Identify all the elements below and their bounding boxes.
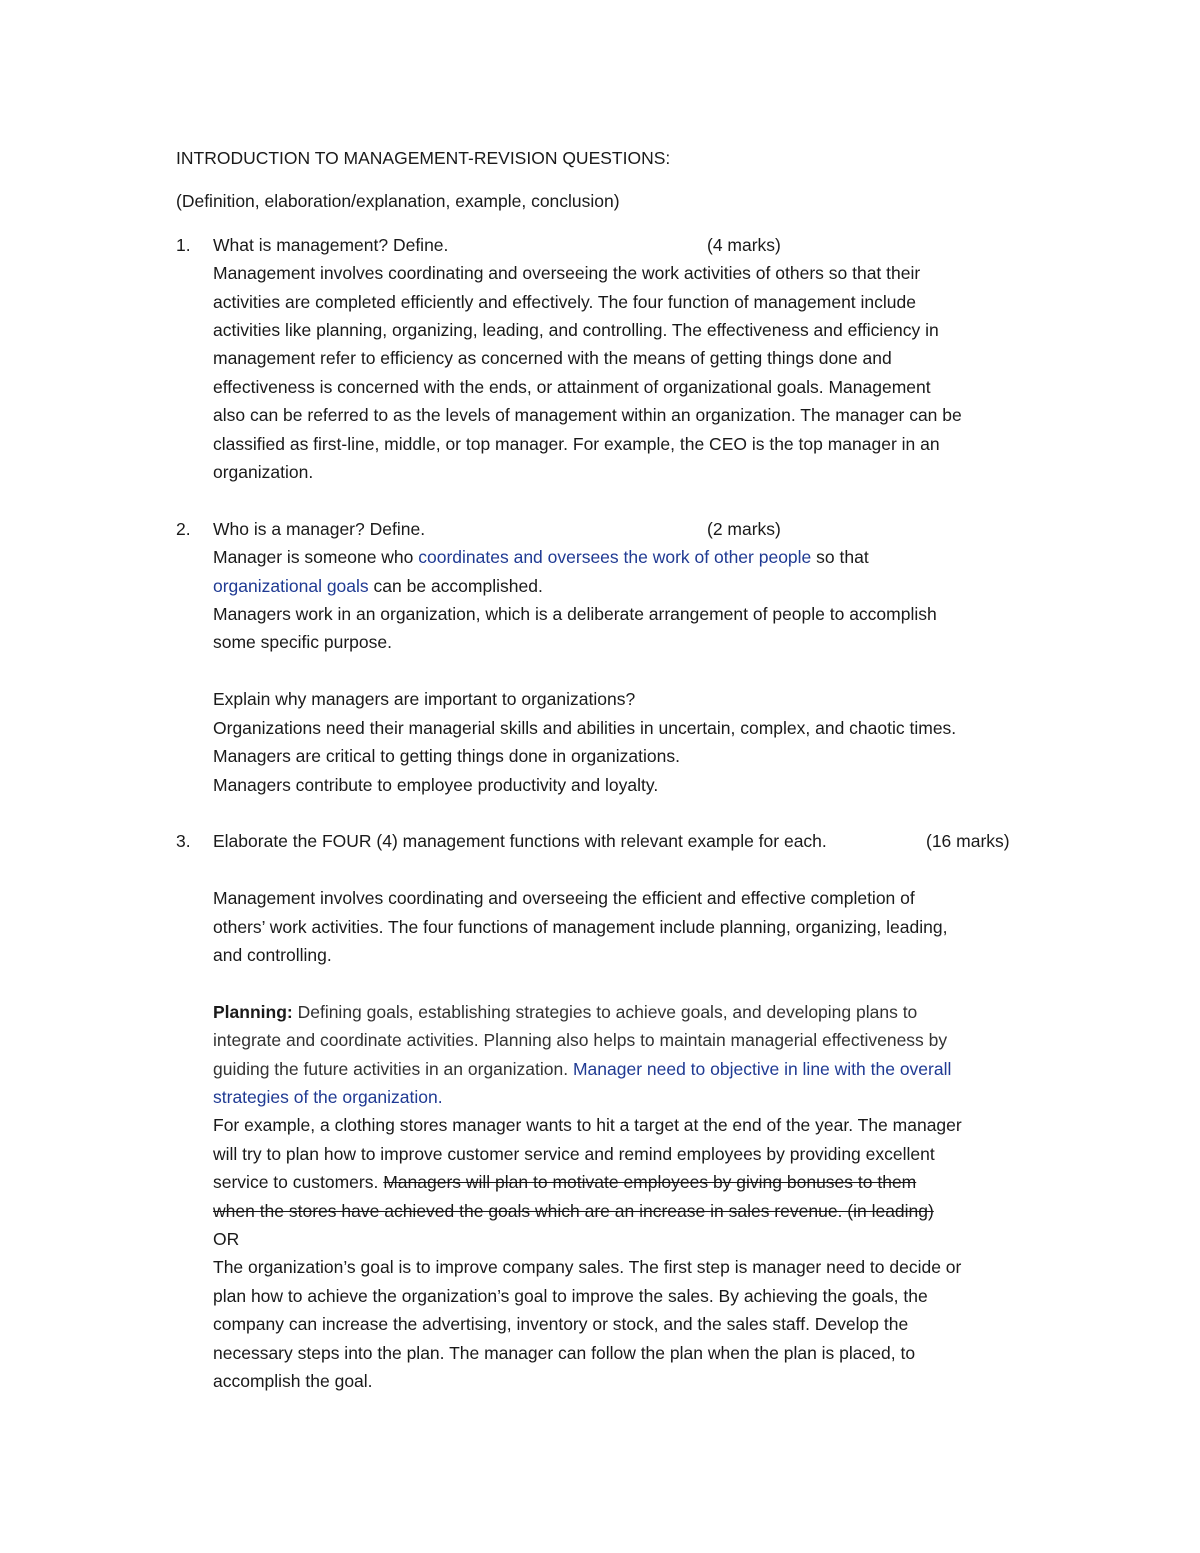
answer-line: others’ work activities. The four functions of management include planning, organizing, leading, xyxy=(213,916,948,937)
answer-line: Management involves coordinating and overseeing the work activities of others so that their xyxy=(213,263,921,284)
marks-label: (16 marks) xyxy=(926,831,1010,852)
answer-line: organization. xyxy=(213,462,314,483)
answer-line: management refer to efficiency as concerned with the means of getting things done and xyxy=(213,348,892,369)
question-number: 1. xyxy=(176,234,191,255)
document-title: INTRODUCTION TO MANAGEMENT-REVISION QUESTIONS: xyxy=(176,148,671,168)
question-1 xyxy=(176,231,1076,487)
answer-line: accomplish the goal. xyxy=(213,1370,373,1391)
marks-label: (4 marks) xyxy=(707,234,781,255)
answer-line: classified as first-line, middle, or top manager. For example, the CEO is the top manager in an xyxy=(213,433,940,454)
question-heading xyxy=(213,515,1076,543)
planning-label: Planning: xyxy=(213,1001,293,1022)
spacer xyxy=(176,799,1076,827)
answer-line xyxy=(213,1168,1076,1196)
question-heading xyxy=(213,231,1076,259)
answer-line: Organizations need their managerial skills and abilities in uncertain, complex, and chaotic times. xyxy=(213,717,957,738)
question-text: Elaborate the FOUR (4) management functions with relevant example for each. xyxy=(213,831,827,852)
answer-line: and controlling. xyxy=(213,944,332,965)
answer-line: will try to plan how to improve customer service and remind employees by providing excellent xyxy=(213,1143,935,1164)
answer-line: plan how to achieve the organization’s goal to improve the sales. By achieving the goals, the xyxy=(213,1285,928,1306)
answer-line: some specific purpose. xyxy=(213,632,392,653)
highlighted-text: coordinates and oversees the work of other people xyxy=(418,547,812,568)
answer-line xyxy=(213,543,1076,571)
answer-line: Managers are critical to getting things done in organizations. xyxy=(213,746,680,767)
answer-text: can be accomplished. xyxy=(368,575,543,596)
struck-text: Managers will plan to motivate employees by giving bonuses to them xyxy=(383,1172,917,1193)
answer-line: also can be referred to as the levels of management within an organization. The manager can be xyxy=(213,405,962,426)
answer-line: For example, a clothing stores manager wants to hit a target at the end of the year. The manager xyxy=(213,1115,962,1136)
highlighted-text: organizational goals xyxy=(213,575,369,596)
answer-line: company can increase the advertising, inventory or stock, and the sales staff. Develop the xyxy=(213,1314,909,1335)
answer-line: activities like planning, organizing, leading, and controlling. The effectiveness and efficiency in xyxy=(213,320,939,341)
answer-line: Managers work in an organization, which is a deliberate arrangement of people to accomplish xyxy=(213,604,937,625)
struck-text: when the stores have achieved the goals which are an increase in sales revenue. (in leading) xyxy=(213,1200,934,1221)
answer-line xyxy=(213,1055,1076,1083)
answer-line: strategies of the organization. xyxy=(213,1086,443,1107)
answer-text: service to customers. xyxy=(213,1172,384,1193)
question-3 xyxy=(176,827,1076,1395)
spacer xyxy=(213,856,1076,884)
highlighted-text: Manager need to objective in line with the overall xyxy=(572,1058,952,1079)
answer-text: Defining goals, establishing strategies to achieve goals, and developing plans to xyxy=(292,1001,918,1022)
answer-line: The organization’s goal is to improve company sales. The first step is manager need to decide or xyxy=(213,1257,962,1278)
answer-line: effectiveness is concerned with the ends, or attainment of organizational goals. Management xyxy=(213,376,931,397)
question-number: 3. xyxy=(176,831,191,852)
question-number: 2. xyxy=(176,518,191,539)
answer-text: guiding the future activities in an organization. xyxy=(213,1058,573,1079)
document-body xyxy=(176,144,1076,1395)
question-text: Who is a manager? Define. xyxy=(213,518,426,539)
marks-label: (2 marks) xyxy=(707,518,781,539)
or-label: OR xyxy=(213,1228,240,1249)
document-subtitle: (Definition, elaboration/explanation, example, conclusion) xyxy=(176,191,620,212)
answer-text: Manager is someone who xyxy=(213,547,419,568)
answer-line: Management involves coordinating and overseeing the efficient and effective completion of xyxy=(213,888,915,909)
answer-line xyxy=(213,572,1076,600)
answer-line: necessary steps into the plan. The manager can follow the plan when the plan is placed, to xyxy=(213,1342,916,1363)
answer-line: activities are completed efficiently and effectively. The four function of management include xyxy=(213,291,916,312)
question-text: What is management? Define. xyxy=(213,234,449,255)
question-2 xyxy=(176,515,1076,799)
spacer xyxy=(176,486,1076,514)
sub-question: Explain why managers are important to organizations? xyxy=(213,689,636,710)
spacer xyxy=(213,657,1076,685)
spacer xyxy=(213,969,1076,997)
question-heading xyxy=(213,827,1076,855)
answer-text: so that xyxy=(811,547,869,568)
answer-line: Managers contribute to employee productivity and loyalty. xyxy=(213,774,659,795)
answer-line: integrate and coordinate activities. Planning also helps to maintain managerial effectiveness by xyxy=(213,1030,948,1051)
answer-line xyxy=(213,998,1076,1026)
